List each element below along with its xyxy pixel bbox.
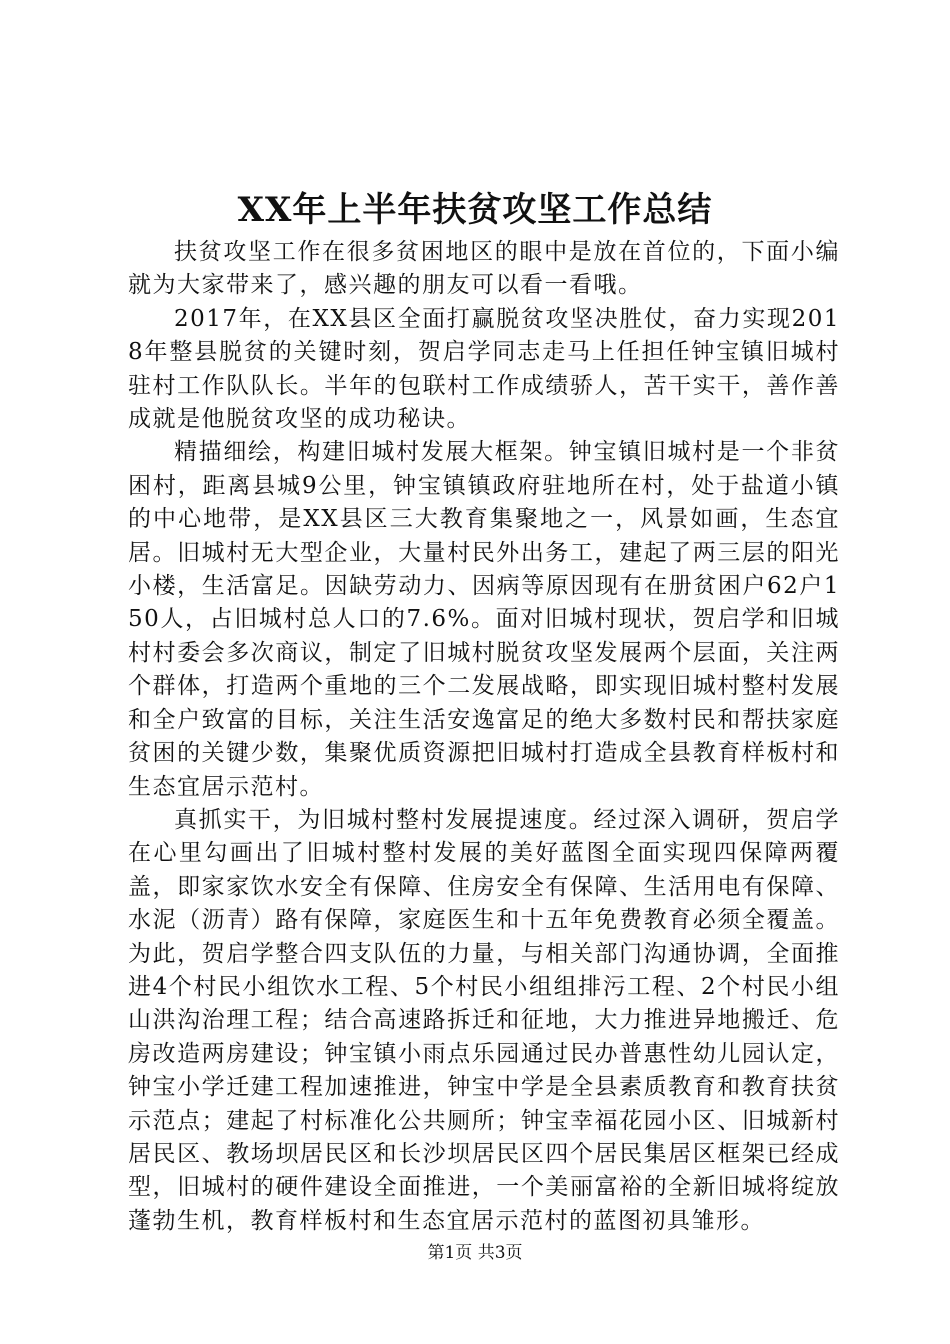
document-body <box>128 236 840 1238</box>
page-number-current: 第1页 <box>427 1243 473 1263</box>
paragraph-framework: 精描细绘，构建旧城村发展大框架。钟宝镇旧城村是一个非贫困村，距离县城9公里，钟宝镇镇政府驻地所在村，处于盐道小镇的中心地带，是XX县区三大教育集聚地之一，风景如画，生态宜居。旧城村无大型企业，大量村民外出务工，建起了两三层的阳光小楼，生活富足。因缺劳动力、因病等原因现有在册贫困户62户150人，占旧城村总人口的7.6%。面对旧城村现状，贺启学和旧城村村委会多次商议，制定了旧城村脱贫攻坚发展两个层面，关注两个群体，打造两个重地的三个二发展战略，即实现旧城村整村发展和全户致富的目标，关注生活安逸富足的绝大多数村民和帮扶家庭贫困的关键少数，集聚优质资源把旧城村打造成全县教育样板村和生态宜居示范村。 <box>128 439 840 800</box>
paragraph-intro: 扶贫攻坚工作在很多贫困地区的眼中是放在首位的，下面小编就为大家带来了，感兴趣的朋友可以看一看哦。 <box>128 239 840 299</box>
paragraph-implementation: 真抓实干，为旧城村整村发展提速度。经过深入调研，贺启学在心里勾画出了旧城村整村发展的美好蓝图全面实现四保障两覆盖，即家家饮水安全有保障、住房安全有保障、生活用电有保障、水泥（沥青）路有保障，家庭医生和十五年免费教育必须全覆盖。为此，贺启学整合四支队伍的力量，与相关部门沟通协调，全面推进4个村民小组饮水工程、5个村民小组组排污工程、2个村民小组山洪沟治理工程；结合高速路拆迁和征地，大力推进异地搬迁、危房改造两房建设；钟宝镇小雨点乐园通过民办普惠性幼儿园认定，钟宝小学迁建工程加速推进，钟宝中学是全县素质教育和教育扶贫示范点；建起了村标准化公共厕所；钟宝幸福花园小区、旧城新村居民区、教场坝居民区和长沙坝居民区四个居民集居区框架已经成型，旧城村的硬件建设全面推进，一个美丽富裕的全新旧城将绽放蓬勃生机，教育样板村和生态宜居示范村的蓝图初具雏形。 <box>128 806 840 1234</box>
paragraph-background: 2017年，在XX县区全面打赢脱贫攻坚决胜仗，奋力实现2018年整县脱贫的关键时刻，贺启学同志走马上任担任钟宝镇旧城村驻村工作队队长。半年的包联村工作成绩骄人，苦干实干，善作善成就是他脱贫攻坚的成功秘诀。 <box>128 305 840 433</box>
page-number-total: 共3页 <box>477 1243 523 1263</box>
page-footer <box>0 1241 950 1265</box>
document-title: XX年上半年扶贫攻坚工作总结 <box>237 190 713 230</box>
